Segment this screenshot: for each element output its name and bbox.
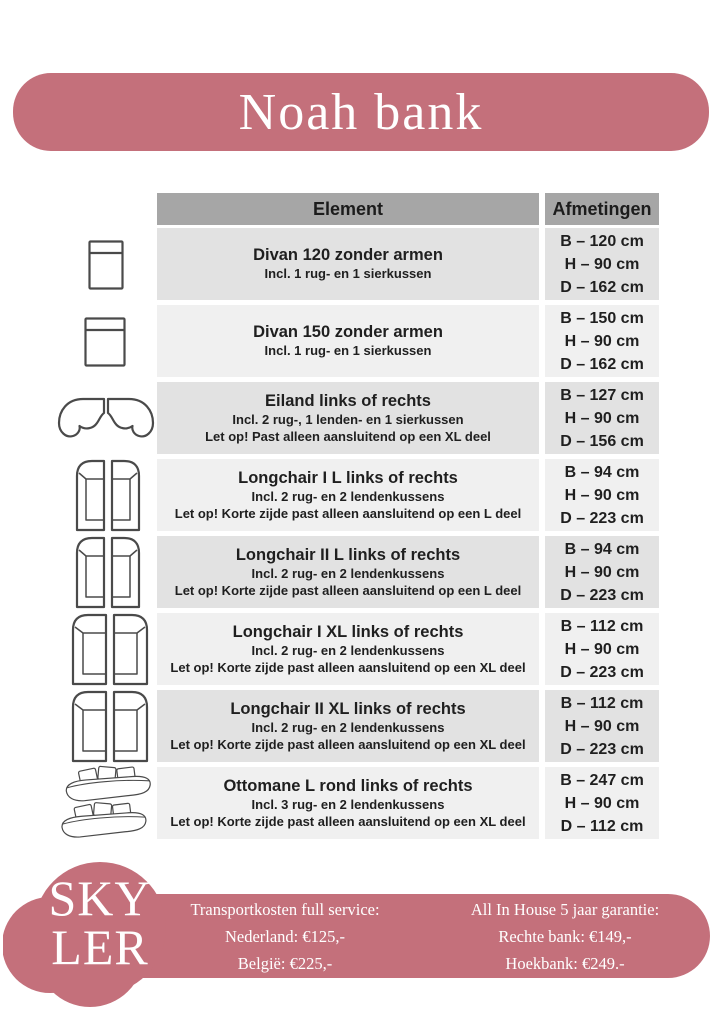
table-row	[157, 536, 659, 608]
dimensions-cell	[545, 305, 659, 377]
dim-diepte: D – 223 cm	[560, 740, 644, 758]
divan-150-icon	[84, 317, 126, 367]
dim-breedte: B – 247 cm	[560, 771, 644, 789]
dim-diepte: D – 112 cm	[560, 817, 644, 835]
dim-diepte: D – 223 cm	[560, 586, 644, 604]
dim-breedte: B – 94 cm	[564, 540, 640, 558]
dim-breedte: B – 150 cm	[560, 309, 644, 327]
dim-breedte: B – 112 cm	[560, 694, 644, 712]
table-row	[157, 459, 659, 531]
row-title: Longchair II L links of rechts	[235, 546, 461, 564]
transport-nederland: Nederland: €125,-	[224, 926, 346, 946]
table-row	[157, 305, 659, 377]
longchair-l-icon	[74, 535, 142, 609]
table-header-row	[157, 193, 659, 225]
header-cell-element	[157, 193, 539, 225]
row-subtitle: Incl. 2 rug- en 2 lendenkussens	[251, 566, 445, 581]
transport-belgie: België: €225,-	[237, 953, 333, 973]
dim-diepte: D – 156 cm	[560, 432, 644, 450]
header-cell-afmetingen	[545, 193, 659, 225]
page-title: Noah bank	[238, 83, 484, 141]
row-title: Eiland links of rechts	[265, 392, 431, 410]
row-title: Divan 120 zonder armen	[253, 246, 443, 265]
eiland-icon	[56, 396, 156, 442]
row-note: Let op! Korte zijde past alleen aansluitend op een XL deel	[170, 736, 526, 752]
column-header-afmetingen: Afmetingen	[552, 198, 652, 219]
row-subtitle: Incl. 1 rug- en 1 sierkussen	[264, 266, 432, 282]
longchair-xl-icon	[70, 689, 150, 763]
dimensions-cell	[545, 536, 659, 608]
dim-breedte: B – 120 cm	[560, 232, 644, 250]
row-title: Longchair I L links of rechts	[238, 469, 458, 487]
row-note: Let op! Korte zijde past alleen aansluitend op een XL deel	[170, 813, 526, 829]
transport-heading: Transportkosten full service:	[190, 899, 380, 919]
dim-hoogte: H – 90 cm	[564, 255, 640, 273]
row-title: Ottomane L rond links of rechts	[223, 777, 473, 795]
dim-hoogte: H – 90 cm	[564, 717, 640, 735]
row-title: Divan 150 zonder armen	[253, 323, 443, 342]
column-header-element: Element	[312, 198, 384, 219]
dim-hoogte: H – 90 cm	[564, 332, 640, 350]
dim-hoogte: H – 90 cm	[564, 409, 640, 427]
row-subtitle: Incl. 1 rug- en 1 sierkussen	[264, 343, 432, 359]
table-row	[157, 382, 659, 454]
dim-diepte: D – 162 cm	[560, 278, 644, 296]
table-row	[157, 228, 659, 300]
row-subtitle: Incl. 2 rug-, 1 lenden- en 1 sierkussen	[232, 412, 464, 427]
warranty-heading: All In House 5 jaar garantie:	[470, 899, 660, 919]
row-note: Let op! Korte zijde past alleen aansluitend op een L deel	[174, 505, 522, 521]
warranty-rechte-bank: Rechte bank: €149,-	[498, 926, 632, 946]
row-subtitle: Incl. 2 rug- en 2 lendenkussens	[251, 489, 445, 504]
row-subtitle: Incl. 2 rug- en 2 lendenkussens	[251, 720, 445, 735]
spec-table	[157, 193, 659, 844]
dim-hoogte: H – 90 cm	[564, 486, 640, 504]
dim-hoogte: H – 90 cm	[564, 563, 640, 581]
row-subtitle: Incl. 3 rug- en 2 lendenkussens	[251, 797, 445, 812]
longchair-xl-icon	[70, 612, 150, 686]
row-note: Let op! Korte zijde past alleen aansluitend op een L deel	[174, 582, 522, 598]
dimensions-cell	[545, 382, 659, 454]
table-row	[157, 613, 659, 685]
dim-hoogte: H – 90 cm	[564, 640, 640, 658]
dim-breedte: B – 112 cm	[560, 617, 644, 635]
row-title: Longchair II XL links of rechts	[230, 700, 466, 718]
divan-120-icon	[88, 240, 124, 290]
dim-diepte: D – 223 cm	[560, 663, 644, 681]
skyler-logo-line2: LER	[51, 919, 149, 975]
dimensions-cell	[545, 228, 659, 300]
dimensions-cell	[545, 459, 659, 531]
table-row	[157, 767, 659, 839]
skyler-logo	[30, 870, 170, 975]
ottomane-icon	[56, 764, 151, 846]
longchair-l-icon	[74, 458, 142, 532]
table-row	[157, 690, 659, 762]
dimensions-cell	[545, 613, 659, 685]
transport-info	[160, 894, 410, 978]
row-note: Let op! Past alleen aansluitend op een XL deel	[205, 428, 491, 444]
dim-diepte: D – 223 cm	[560, 509, 644, 527]
title-banner	[13, 73, 709, 151]
dim-breedte: B – 127 cm	[560, 386, 644, 404]
dim-breedte: B – 94 cm	[564, 463, 640, 481]
skyler-logo-line1: SKY	[48, 870, 152, 926]
dimensions-cell	[545, 690, 659, 762]
row-note: Let op! Korte zijde past alleen aansluitend op een XL deel	[170, 659, 526, 675]
row-subtitle: Incl. 2 rug- en 2 lendenkussens	[251, 643, 445, 658]
dimensions-cell	[545, 767, 659, 839]
warranty-info	[440, 894, 690, 978]
dim-hoogte: H – 90 cm	[564, 794, 640, 812]
warranty-hoekbank: Hoekbank: €249.-	[505, 953, 625, 973]
dim-diepte: D – 162 cm	[560, 355, 644, 373]
row-title: Longchair I XL links of rechts	[232, 623, 464, 641]
